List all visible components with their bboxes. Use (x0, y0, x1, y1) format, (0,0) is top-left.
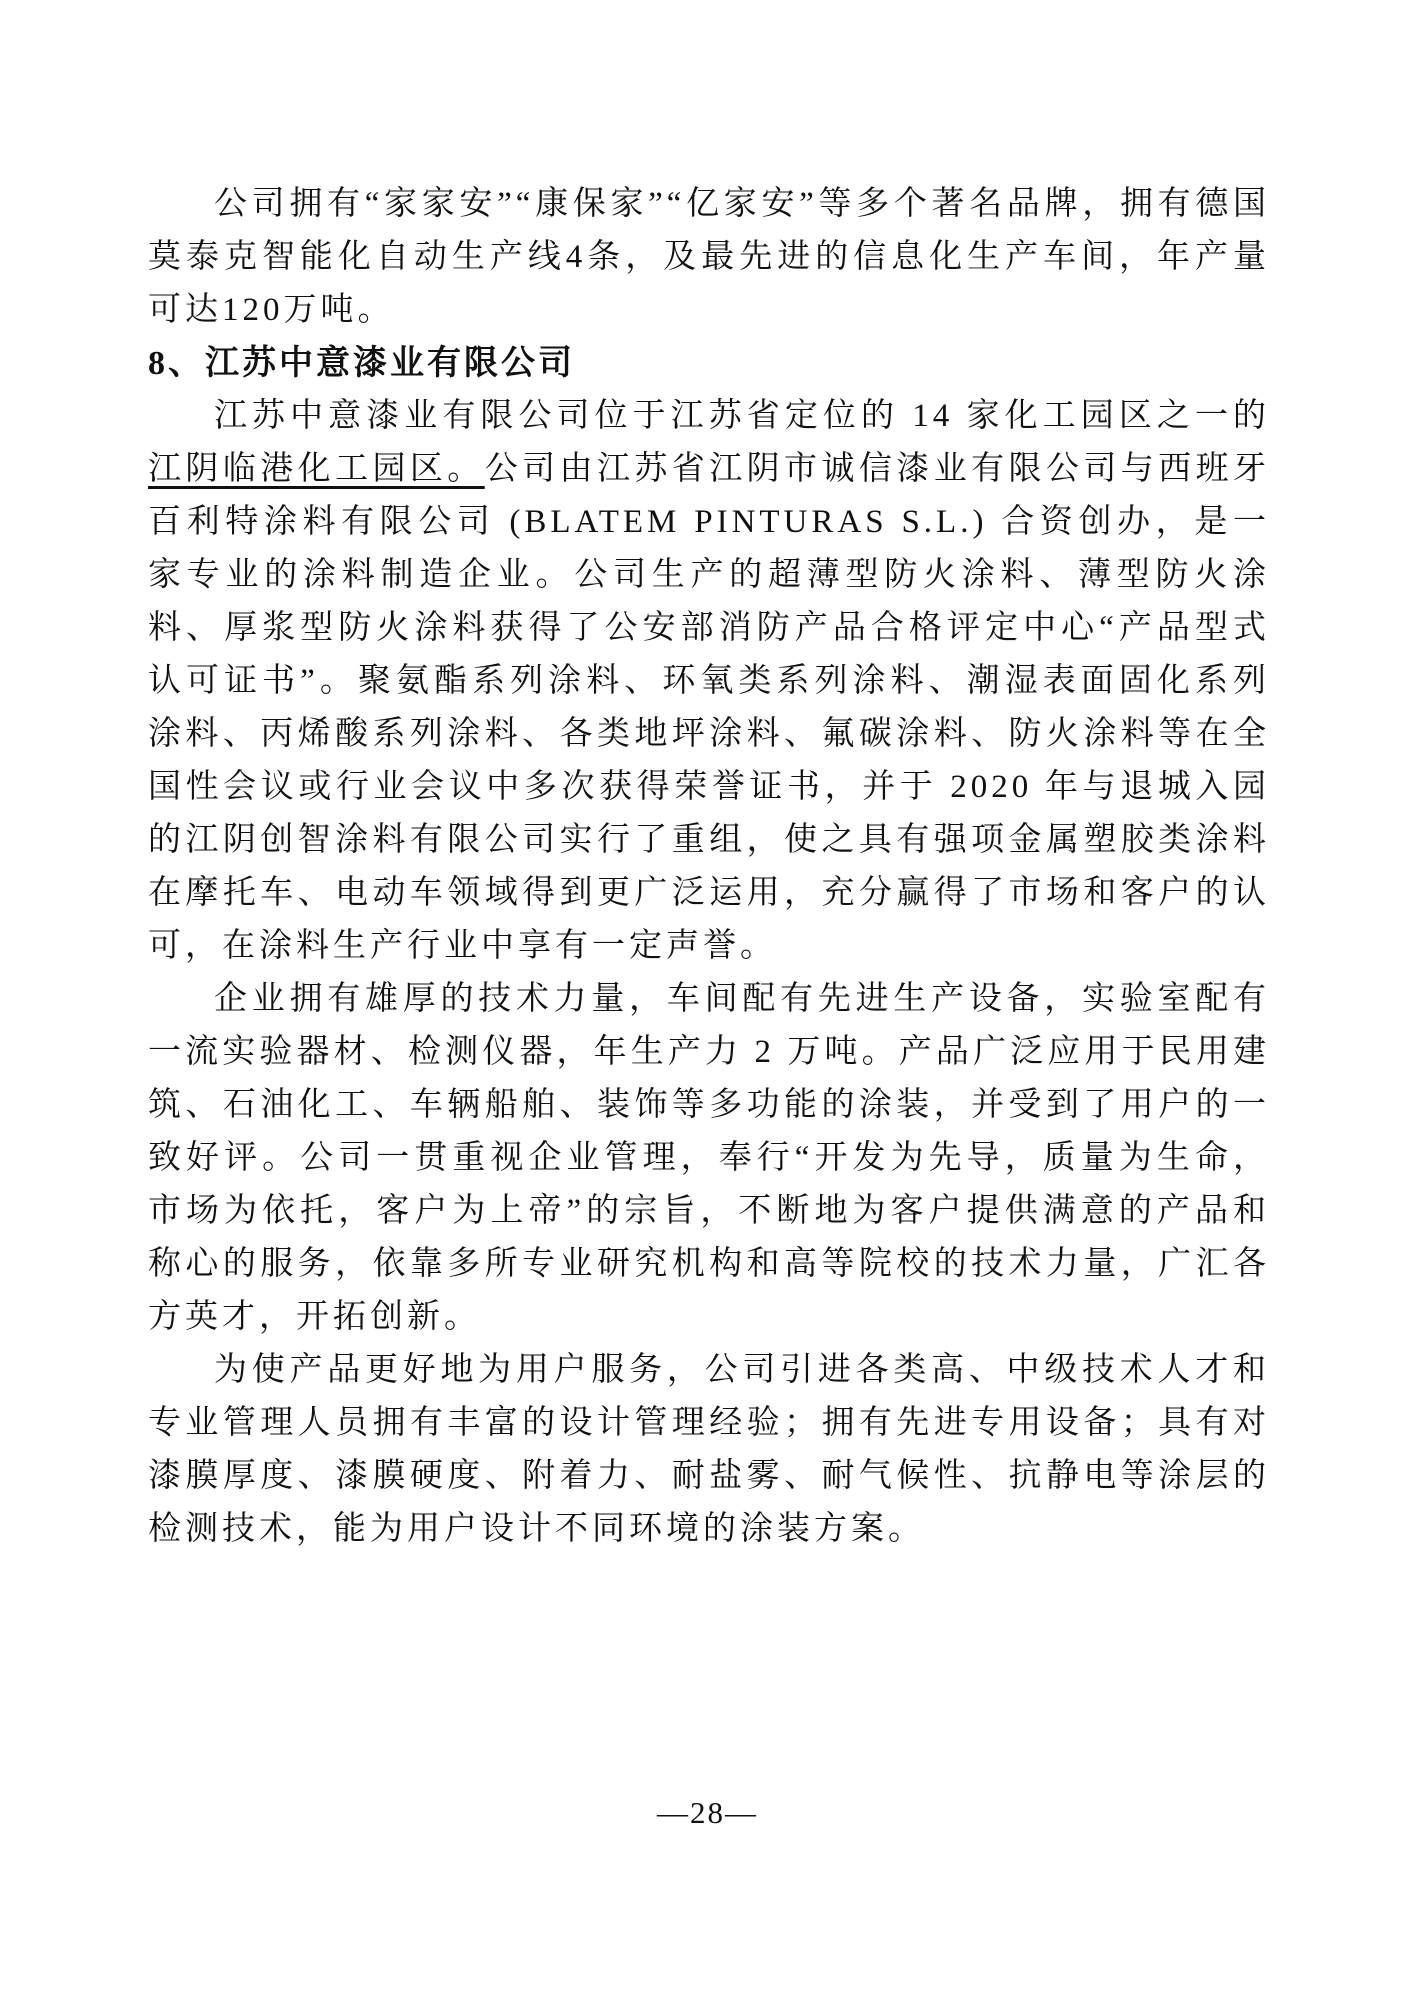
underlined-park-name: 江阴临港化工园区。 (148, 451, 485, 487)
section-heading: 8、江苏中意漆业有限公司 (148, 345, 575, 382)
intro-segment-1: 江苏中意漆业有限公司位于江苏省定位的 14 家化工园区之一的 (214, 398, 1270, 434)
paragraph-technology: 企业拥有雄厚的技术力量，车间配有先进生产设备，实验室配有一流实验器材、检测仪器，年生产力 2 万吨。产品广泛应用于民用建筑、石油化工、车辆船舶、装饰等多功能的涂装，并受到了用户的一致好评。公司一贯重视企业管理，奉行“开发为先导，质量为生命，市场为依托，客户为上帝”的宗旨，不断地为客户提供满意的产品和称心的服务，依靠多所专业研究机构和高等院校的技术力量，广汇各方英才，开拓创新。 (148, 981, 1270, 1335)
paragraph-brands: 公司拥有“家家安”“康保家”“亿家安”等多个著名品牌，拥有德国莫泰克智能化自动生产线4条，及最先进的信息化生产车间，年产量可达120万吨。 (148, 186, 1270, 328)
text-block (148, 178, 1270, 1556)
paragraph-talent: 为使产品更好地为用户服务，公司引进各类高、中级技术人才和专业管理人员拥有丰富的设计管理经验；拥有先进专用设备；具有对漆膜厚度、漆膜硬度、附着力、耐盐雾、耐气候性、抗静电等涂层的检测技术，能为用户设计不同环境的涂装方案。 (148, 1352, 1270, 1547)
paragraph-company-intro (148, 390, 1270, 973)
page-number: —28— (657, 1795, 758, 1830)
intro-segment-2: 公司由江苏省江阴市诚信漆业有限公司与西班牙百利特涂料有限公司 (BLATEM PINTURAS S.L.) 合资创办，是一家专业的涂料制造企业。公司生产的超薄型防火涂料、薄型防火涂料、厚浆型防火涂料获得了公安部消防产品合格评定中心“产品型式认可证书”。聚氨酯系列涂料、环氧类系列涂料、潮湿表面固化系列涂料、丙烯酸系列涂料、各类地坪涂料、氟碳涂料、防火涂料等在全国性会议或行业会议中多次获得荣誉证书，并于 2020 年与退城入园的江阴创智涂料有限公司实行了重组，使之具有强项金属塑胶类涂料在摩托车、电动车领域得到更广泛运用，充分赢得了市场和客户的认可，在涂料生产行业中享有一定声誉。 (148, 451, 1271, 964)
